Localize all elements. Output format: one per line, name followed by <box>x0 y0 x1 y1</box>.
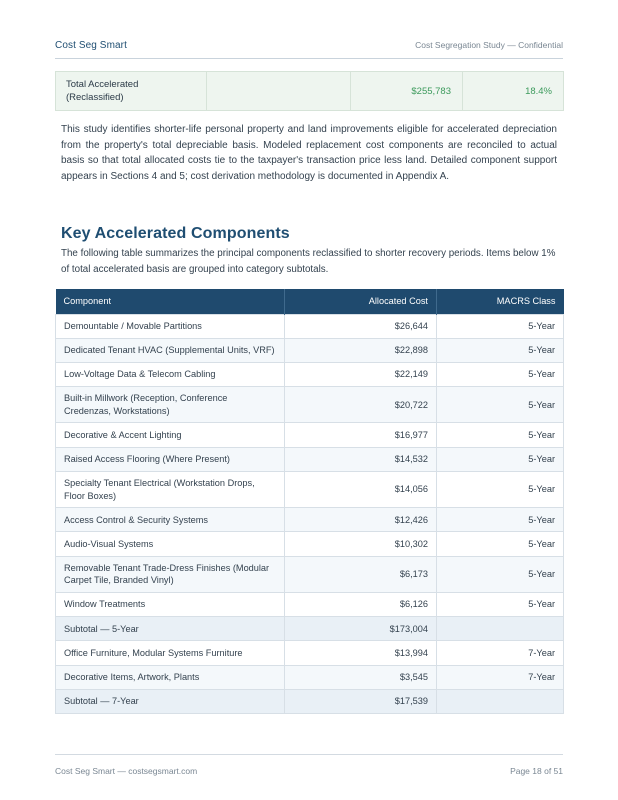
allocated-cost-cell: $14,532 <box>285 447 437 471</box>
table-row <box>56 314 564 338</box>
total-accelerated-amount: $255,783 <box>351 72 463 111</box>
table-row <box>56 508 564 532</box>
table-row <box>56 447 564 471</box>
table-row <box>56 423 564 447</box>
macrs-class-cell: 5-Year <box>437 362 564 386</box>
allocated-cost-cell: $6,126 <box>285 592 437 616</box>
component-cell: Decorative Items, Artwork, Plants <box>56 665 285 689</box>
macrs-class-cell: 5-Year <box>437 532 564 556</box>
component-cell: Raised Access Flooring (Where Present) <box>56 447 285 471</box>
macrs-class-cell <box>437 617 564 641</box>
macrs-class-cell: 5-Year <box>437 338 564 362</box>
macrs-class-cell: 5-Year <box>437 556 564 592</box>
macrs-class-cell: 5-Year <box>437 471 564 507</box>
table-row <box>56 592 564 616</box>
allocated-cost-cell: $16,977 <box>285 423 437 447</box>
brand-name: Cost Seg Smart <box>55 39 127 51</box>
component-cell: Low-Voltage Data & Telecom Cabling <box>56 362 285 386</box>
footer-site: Cost Seg Smart — costsegsmart.com <box>55 766 198 776</box>
section-title: Key Accelerated Components <box>61 225 290 242</box>
allocated-cost-cell: $6,173 <box>285 556 437 592</box>
components-table <box>55 289 564 714</box>
total-accelerated-label-line2: (Reclassified) <box>66 92 124 103</box>
allocated-cost-cell: $22,149 <box>285 362 437 386</box>
table-row <box>56 471 564 507</box>
allocated-cost-cell: $12,426 <box>285 508 437 532</box>
macrs-class-cell: 5-Year <box>437 447 564 471</box>
header-document-label: Cost Segregation Study — Confidential <box>415 40 563 50</box>
table-header-row <box>56 289 564 314</box>
component-cell: Demountable / Movable Partitions <box>56 314 285 338</box>
components-table-body <box>56 314 564 713</box>
allocated-cost-cell: $3,545 <box>285 665 437 689</box>
accelerated-summary-table <box>55 71 564 111</box>
allocated-cost-cell: $173,004 <box>285 617 437 641</box>
allocated-cost-cell: $26,644 <box>285 314 437 338</box>
macrs-class-cell: 5-Year <box>437 508 564 532</box>
total-accelerated-label <box>56 72 207 111</box>
macrs-class-cell: 5-Year <box>437 423 564 447</box>
summary-empty-cell <box>207 72 351 111</box>
component-cell: Access Control & Security Systems <box>56 508 285 532</box>
allocated-cost-cell: $20,722 <box>285 387 437 423</box>
allocated-cost-cell: $22,898 <box>285 338 437 362</box>
total-accelerated-row <box>56 72 564 111</box>
subtotal-row <box>56 689 564 713</box>
component-cell: Window Treatments <box>56 592 285 616</box>
macrs-class-cell: 7-Year <box>437 665 564 689</box>
table-row <box>56 362 564 386</box>
allocated-cost-cell: $13,994 <box>285 641 437 665</box>
column-header-macrs-class: MACRS Class <box>437 289 564 314</box>
allocated-cost-cell: $17,539 <box>285 689 437 713</box>
intro-paragraph: This study identifies shorter-life personal property and land improvements eligible for accelerated depreciation from the property's total depreciable basis. Modeled replacement cost components are reconciled to actual basis so that total allocated costs tie to the taxpayer's transaction price less land. Detailed component support appears in Sections 4 and 5; cost derivation methodology is documented in Appendix A. <box>61 124 557 183</box>
macrs-class-cell: 5-Year <box>437 314 564 338</box>
component-cell: Decorative & Accent Lighting <box>56 423 285 447</box>
component-cell: Subtotal — 7-Year <box>56 689 285 713</box>
component-cell: Dedicated Tenant HVAC (Supplemental Units, VRF) <box>56 338 285 362</box>
table-row <box>56 387 564 423</box>
macrs-class-cell: 7-Year <box>437 641 564 665</box>
page-footer <box>55 754 563 776</box>
macrs-class-cell: 5-Year <box>437 592 564 616</box>
component-cell: Audio-Visual Systems <box>56 532 285 556</box>
component-cell: Office Furniture, Modular Systems Furniture <box>56 641 285 665</box>
macrs-class-cell: 5-Year <box>437 387 564 423</box>
component-cell: Specialty Tenant Electrical (Workstation Drops, Floor Boxes) <box>56 471 285 507</box>
total-accelerated-percent: 18.4% <box>463 72 564 111</box>
column-header-component: Component <box>56 289 285 314</box>
allocated-cost-cell: $14,056 <box>285 471 437 507</box>
table-row <box>56 338 564 362</box>
table-row <box>56 532 564 556</box>
page-header <box>55 37 563 59</box>
section-intro: The following table summarizes the principal components reclassified to shorter recovery periods. Items below 1% of total accelerated basis are grouped into category subtotals. <box>61 248 556 275</box>
component-cell: Built-in Millwork (Reception, Conference Credenzas, Workstations) <box>56 387 285 423</box>
macrs-class-cell <box>437 689 564 713</box>
page-number: Page 18 of 51 <box>510 766 563 776</box>
allocated-cost-cell: $10,302 <box>285 532 437 556</box>
table-row <box>56 641 564 665</box>
subtotal-row <box>56 617 564 641</box>
column-header-allocated-cost: Allocated Cost <box>285 289 437 314</box>
table-row <box>56 556 564 592</box>
component-cell: Subtotal — 5-Year <box>56 617 285 641</box>
total-accelerated-label-line1: Total Accelerated <box>66 79 139 90</box>
component-cell: Removable Tenant Trade-Dress Finishes (Modular Carpet Tile, Branded Vinyl) <box>56 556 285 592</box>
table-row <box>56 665 564 689</box>
